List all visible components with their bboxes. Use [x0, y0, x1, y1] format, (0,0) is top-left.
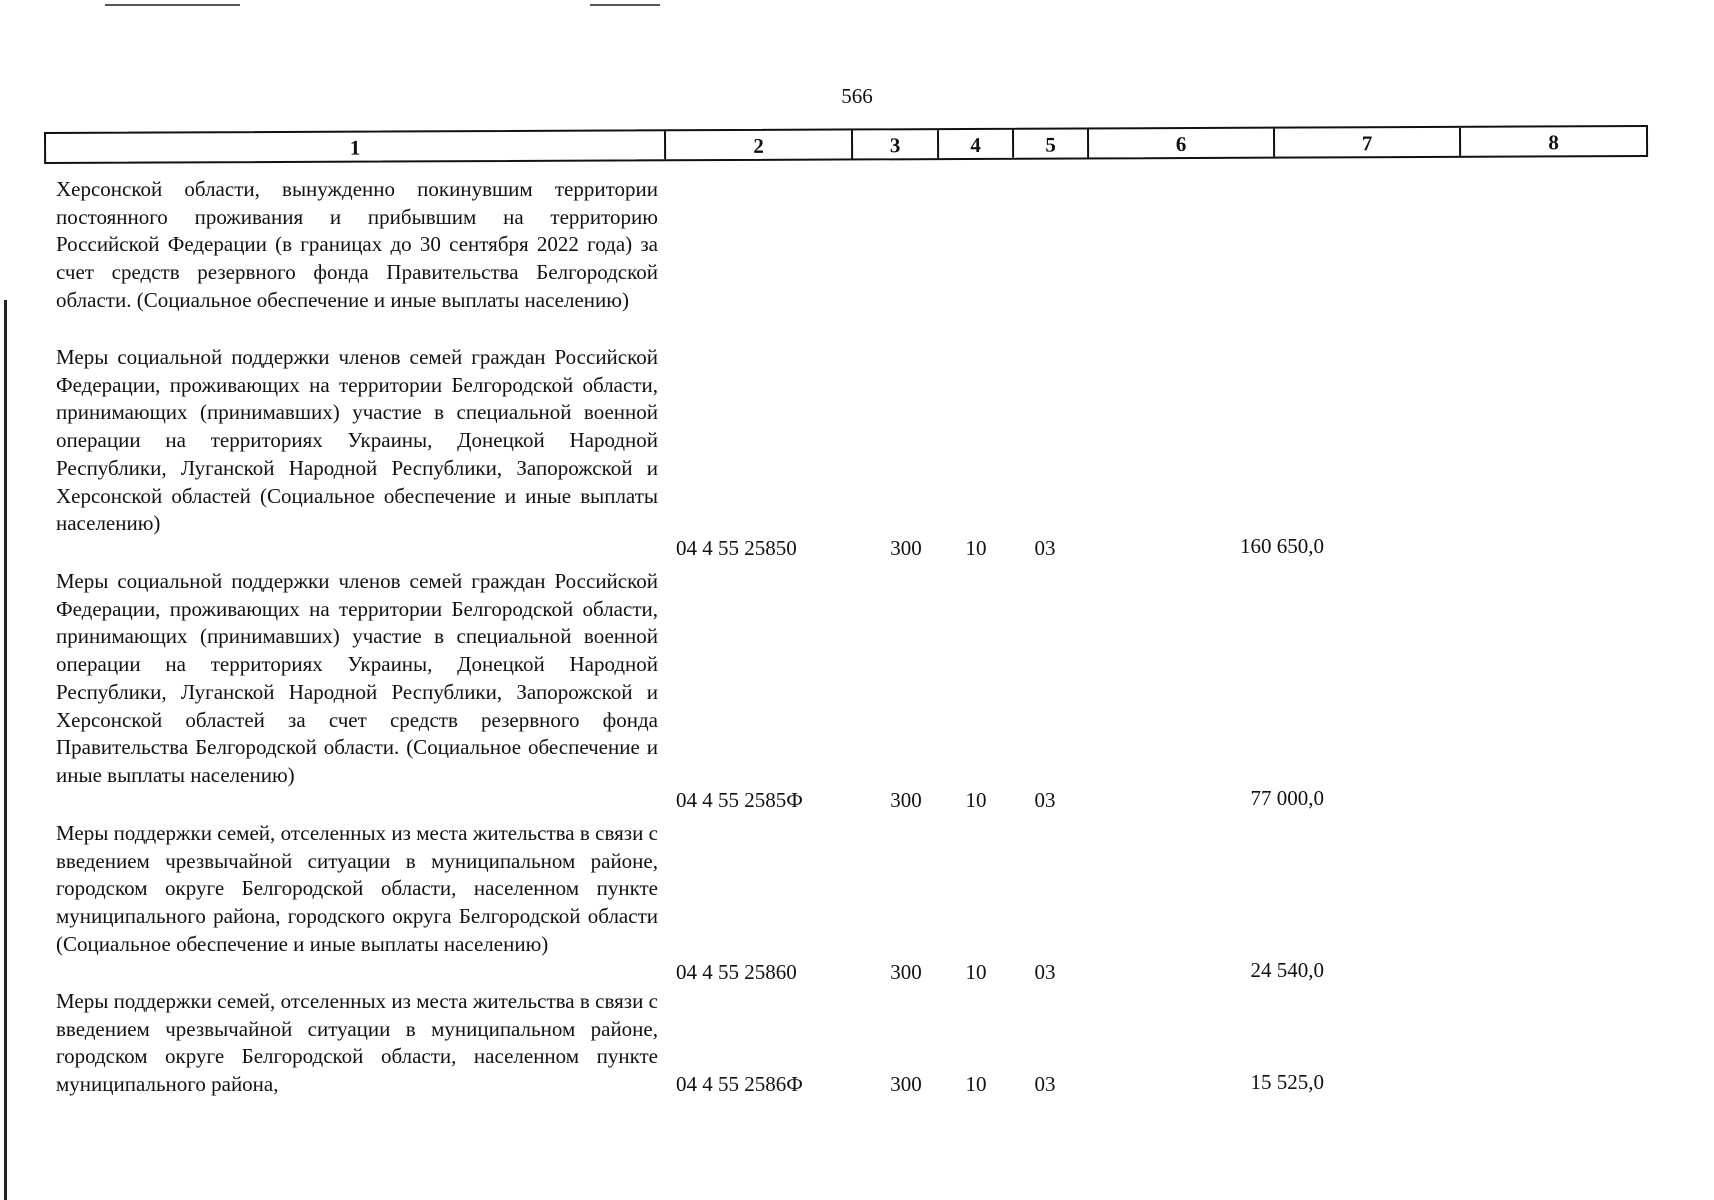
- row-col-5: 03: [1034, 536, 1056, 560]
- row-col-4: 10: [965, 788, 987, 812]
- scan-edge-mark: [4, 300, 7, 1200]
- row-description: Херсонской области, вынужденно покинувшим территории постоянного проживания и прибывшим на территорию Российской Федерации (в границах до 30 сентября 2022 года) за счет средств резервного фонда Правительства Белгородской области. (Социальное обеспечение и иные выплаты населению): [56, 177, 658, 312]
- row-amount: 160 650,0: [1240, 534, 1324, 558]
- row-code: 04 4 55 2586Ф: [676, 1072, 803, 1096]
- page-number: 566: [841, 84, 873, 108]
- header-col-1: 1: [46, 131, 666, 162]
- header-col-4: 4: [939, 130, 1014, 158]
- scan-mark-top: [590, 4, 660, 6]
- header-col-8: 8: [1548, 130, 1559, 155]
- header-col-7: 7: [1275, 128, 1461, 157]
- row-col-5: 03: [1034, 960, 1056, 984]
- row-description: Меры поддержки семей, отселенных из места жительства в связи с введением чрезвычайной ситуации в муниципальном районе, городском округе Белгородской области, населенном пункте муниципального района,: [56, 989, 658, 1097]
- header-col-2: 2: [666, 130, 853, 159]
- row-col-4: 10: [965, 960, 987, 984]
- row-code: 04 4 55 2585Ф: [676, 788, 803, 812]
- scan-mark-top: [105, 4, 240, 6]
- row-col-3: 300: [890, 788, 922, 812]
- row-col-3: 300: [890, 536, 922, 560]
- row-col-4: 10: [965, 1072, 987, 1096]
- row-col-4: 10: [965, 536, 987, 560]
- row-description: Меры социальной поддержки членов семей граждан Российской Федерации, проживающих на территории Белгородской области, принимающих (принимавших) участие в специальной военной операции на территориях Украины, Донецкой Народной Республики, Луганской Народной Республики, Запорожской и Херсонской областей (Социальное обеспечение и иные выплаты населению): [56, 345, 658, 536]
- row-code: 04 4 55 25850: [676, 536, 797, 560]
- row-col-5: 03: [1034, 1072, 1056, 1096]
- row-description: Меры социальной поддержки членов семей граждан Российской Федерации, проживающих на территории Белгородской области, принимающих (принимавших) участие в специальной военной операции на территориях Украины, Донецкой Народной Республики, Луганской Народной Республики, Запорожской и Херсонской областей за счет средств резервного фонда Правительства Белгородской области. (Социальное обеспечение и иные выплаты населению): [56, 569, 658, 787]
- header-col-6: 6: [1089, 129, 1275, 158]
- row-amount: 24 540,0: [1250, 958, 1324, 982]
- row-amount: 15 525,0: [1250, 1070, 1324, 1094]
- row-col-5: 03: [1034, 788, 1056, 812]
- row-description: Меры поддержки семей, отселенных из места жительства в связи с введением чрезвычайной ситуации в муниципальном районе, городском округе Белгородской области, населенном пункте муниципального района, городского округа Белгородской области (Социальное обеспечение и иные выплаты населению): [56, 821, 658, 956]
- row-code: 04 4 55 25860: [676, 960, 797, 984]
- table-header: [44, 125, 1648, 164]
- header-col-5: 5: [1014, 129, 1089, 157]
- row-col-3: 300: [890, 960, 922, 984]
- row-amount: 77 000,0: [1250, 786, 1324, 810]
- header-col-3: 3: [853, 130, 939, 158]
- row-col-3: 300: [890, 1072, 922, 1096]
